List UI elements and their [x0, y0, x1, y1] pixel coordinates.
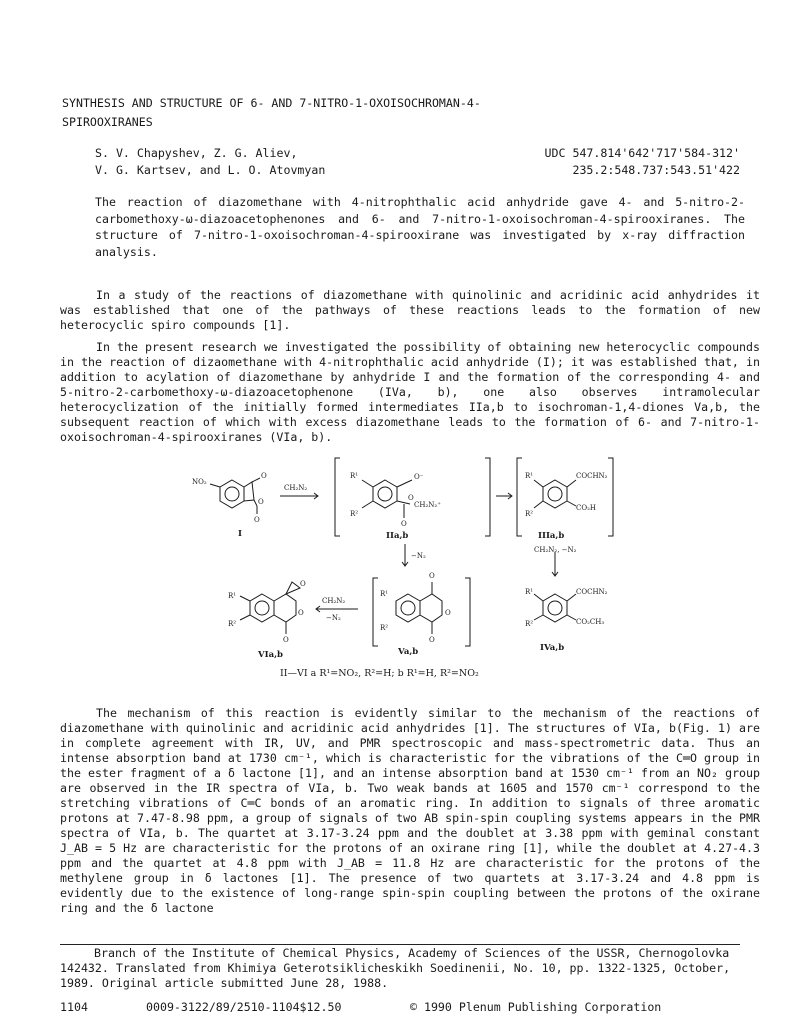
label-r2-VI: R²: [228, 620, 237, 628]
benzene-ring-V: [396, 594, 420, 622]
label-o-minus: O⁻: [414, 473, 424, 481]
compound-VI: VIa,b: [258, 650, 283, 660]
copyright: © 1990 Plenum Publishing Corporation: [410, 1000, 662, 1014]
footnote-text: Branch of the Institute of Chemical Physics, Academy of Sciences of the USSR, Chernogolovka 142432. Translated from Khimiya Geterotsiklicheskikh Soedinenii, No. 10, pp. 1322-1325, October, 1989. Original article submitted June 28, 1988.: [60, 946, 731, 990]
benzene-ring-III: [543, 480, 567, 508]
label-o-1: O: [261, 472, 267, 480]
label-co2h: CO₂H: [576, 504, 597, 512]
paragraph-3-text: The mechanism of this reaction is evidently similar to the mechanism of the reactions of diazomethane with quinolinic and acridinic acid anhydrides [1]. The structures of VIa, b(Fig. 1) are in complete agreement with IR, UV, and PMR spectroscopic and mass-spectrometric data. Thus an intense absorption band at 1730 cm⁻¹, which is characteristic for the vibrations of the C═O group in the ester fragment of a δ lactone [1], and an intense absorption band at 1530 cm⁻¹ from an NO₂ group are observed in the IR spectra of VIa, b. Two weak bands at 1605 and 1570 cm⁻¹ correspond to the stretching vibrations of C═C bonds of an aromatic ring. In addition to signals of three aromatic protons at 7.47-8.98 ppm, a group of signals of two AB spin-spin coupling systems appears in the PMR spectra of VIa, b. The quartet at 3.17-3.24 ppm and the doublet at 3.38 ppm with geminal constant J_AB = 5 Hz are characteristic for the protons of an oxirane ring [1], while the doublet at 4.27-4.3 ppm and the quartet at 4.8 ppm with J_AB = 11.8 Hz are characteristic for the protons of the methylene group in δ lactones [1]. The presence of two quartets at 3.17-3.24 and 4.8 ppm is evidently due to the existence of long-range spin-spin coupling between the protons of the oxirane ring and the δ lactone: [60, 706, 760, 915]
label-no2: NO₂: [192, 478, 207, 486]
udc-code: [420, 145, 740, 179]
paragraph-2: [60, 340, 760, 445]
label-o-VI: O: [298, 609, 304, 617]
reagent-ch2n2-2: CH₂N₂: [322, 597, 346, 605]
label-o-2: O: [258, 498, 264, 506]
reagent-minus-n2: −N₂: [411, 552, 426, 560]
reagent-minus-n2-2: −N₂: [326, 614, 341, 622]
compound-I: I: [238, 529, 242, 539]
label-r1-II: R¹: [350, 472, 359, 480]
benzene-ring-II: [373, 480, 397, 508]
paragraph-1: [60, 288, 760, 333]
title-line-1: SYNTHESIS AND STRUCTURE OF 6- AND 7-NITRO-1-OXOISOCHROMAN-4-: [62, 96, 481, 110]
paragraph-3: [60, 706, 760, 916]
label-o-V-bottom: O: [429, 636, 435, 644]
reaction-scheme: [180, 454, 620, 684]
label-r1-V: R¹: [380, 590, 389, 598]
label-r1-VI: R¹: [228, 592, 237, 600]
authors: [95, 145, 475, 179]
compound-II: IIa,b: [386, 531, 409, 541]
label-r1-IV: R¹: [525, 588, 534, 596]
udc-line-1: UDC 547.814'642'717'584-312': [544, 146, 740, 160]
reagent-down: CH₂N₂, −N₂: [534, 546, 577, 554]
benzene-ring-I: [220, 480, 244, 508]
paper-title: [62, 94, 622, 131]
label-o-II: O: [408, 494, 414, 502]
label-r2-V: R²: [380, 624, 389, 632]
paragraph-2-text: In the present research we investigated the possibility of obtaining new heterocyclic compounds in the reaction of dizaomethane with 4-nitrophthalic acid anhydride (I); it was established that, in addition to acylation of diazomethane by anhydride I and the formation of the corresponding 4- and 5-nitro-2-carbomethoxy-ω-diazoacetophenone (IVa, b), one also observes intramolecular heterocyclization of the initially formed intermediates IIa,b to isochroman-1,4-diones Va,b, the subsequent reaction of which with excess diazomethane leads to the formation of 6- and 7-nitro-1-oxoisochroman-4-spirooxiranes (VIa, b).: [60, 340, 760, 444]
label-o-VI-epox: O: [300, 580, 306, 588]
label-o-V-top: O: [429, 572, 435, 580]
compound-III: IIIa,b: [538, 531, 565, 541]
label-r2-IV: R²: [525, 620, 534, 628]
label-r1-III: R¹: [525, 472, 534, 480]
page-number: 1104: [60, 1000, 88, 1014]
label-o-3: O: [254, 516, 260, 524]
paragraph-1-text: In a study of the reactions of diazomethane with quinolinic and acridinic acid anhydrides it was established that one of the pathways of these reactions leads to the formation of new heterocyclic spiro compounds [1].: [60, 288, 760, 332]
authors-line-1: S. V. Chapyshev, Z. G. Aliev,: [95, 146, 298, 160]
footnote-rule: [60, 944, 740, 945]
scheme-caption: II—VI a R¹=NO₂, R²=H; b R¹=H, R²=NO₂: [280, 668, 479, 679]
benzene-ring-VI: [250, 594, 274, 622]
label-o-V: O: [445, 609, 451, 617]
label-ch2n2-plus: CH₂N₂⁺: [414, 501, 441, 509]
benzene-ring-IV: [543, 594, 567, 622]
label-cochn2-IV: COCHN₂: [576, 588, 608, 596]
compound-IV: IVa,b: [540, 643, 565, 653]
label-co2ch3: CO₂CH₃: [576, 618, 605, 626]
udc-line-2: 235.2:548.737:543.51'422: [572, 163, 740, 177]
label-r2-III: R²: [525, 510, 534, 518]
compound-V: Va,b: [398, 647, 419, 657]
reagent-top: CH₂N₂: [284, 484, 308, 492]
article-code: 0009-3122/89/2510-1104$12.50: [146, 1000, 342, 1014]
label-o-II-b: O: [401, 520, 407, 528]
label-cochn2-III: COCHN₂: [576, 472, 608, 480]
title-line-2: SPIROOXIRANES: [62, 114, 153, 129]
label-r2-II: R²: [350, 510, 359, 518]
label-o-VI-b: O: [283, 636, 289, 644]
abstract: The reaction of diazomethane with 4-nitrophthalic acid anhydride gave 4- and 5-nitro-2-carbomethoxy-ω-diazoacetophenones and 6- and 7-nitro-1-oxoisochroman-4-spirooxiranes. The structure of 7-nitro-1-oxoisochroman-4-spirooxirane was investigated by x-ray diffraction analysis.: [95, 195, 745, 259]
authors-line-2: V. G. Kartsev, and L. O. Atovmyan: [95, 163, 326, 177]
footnote: [60, 946, 750, 991]
